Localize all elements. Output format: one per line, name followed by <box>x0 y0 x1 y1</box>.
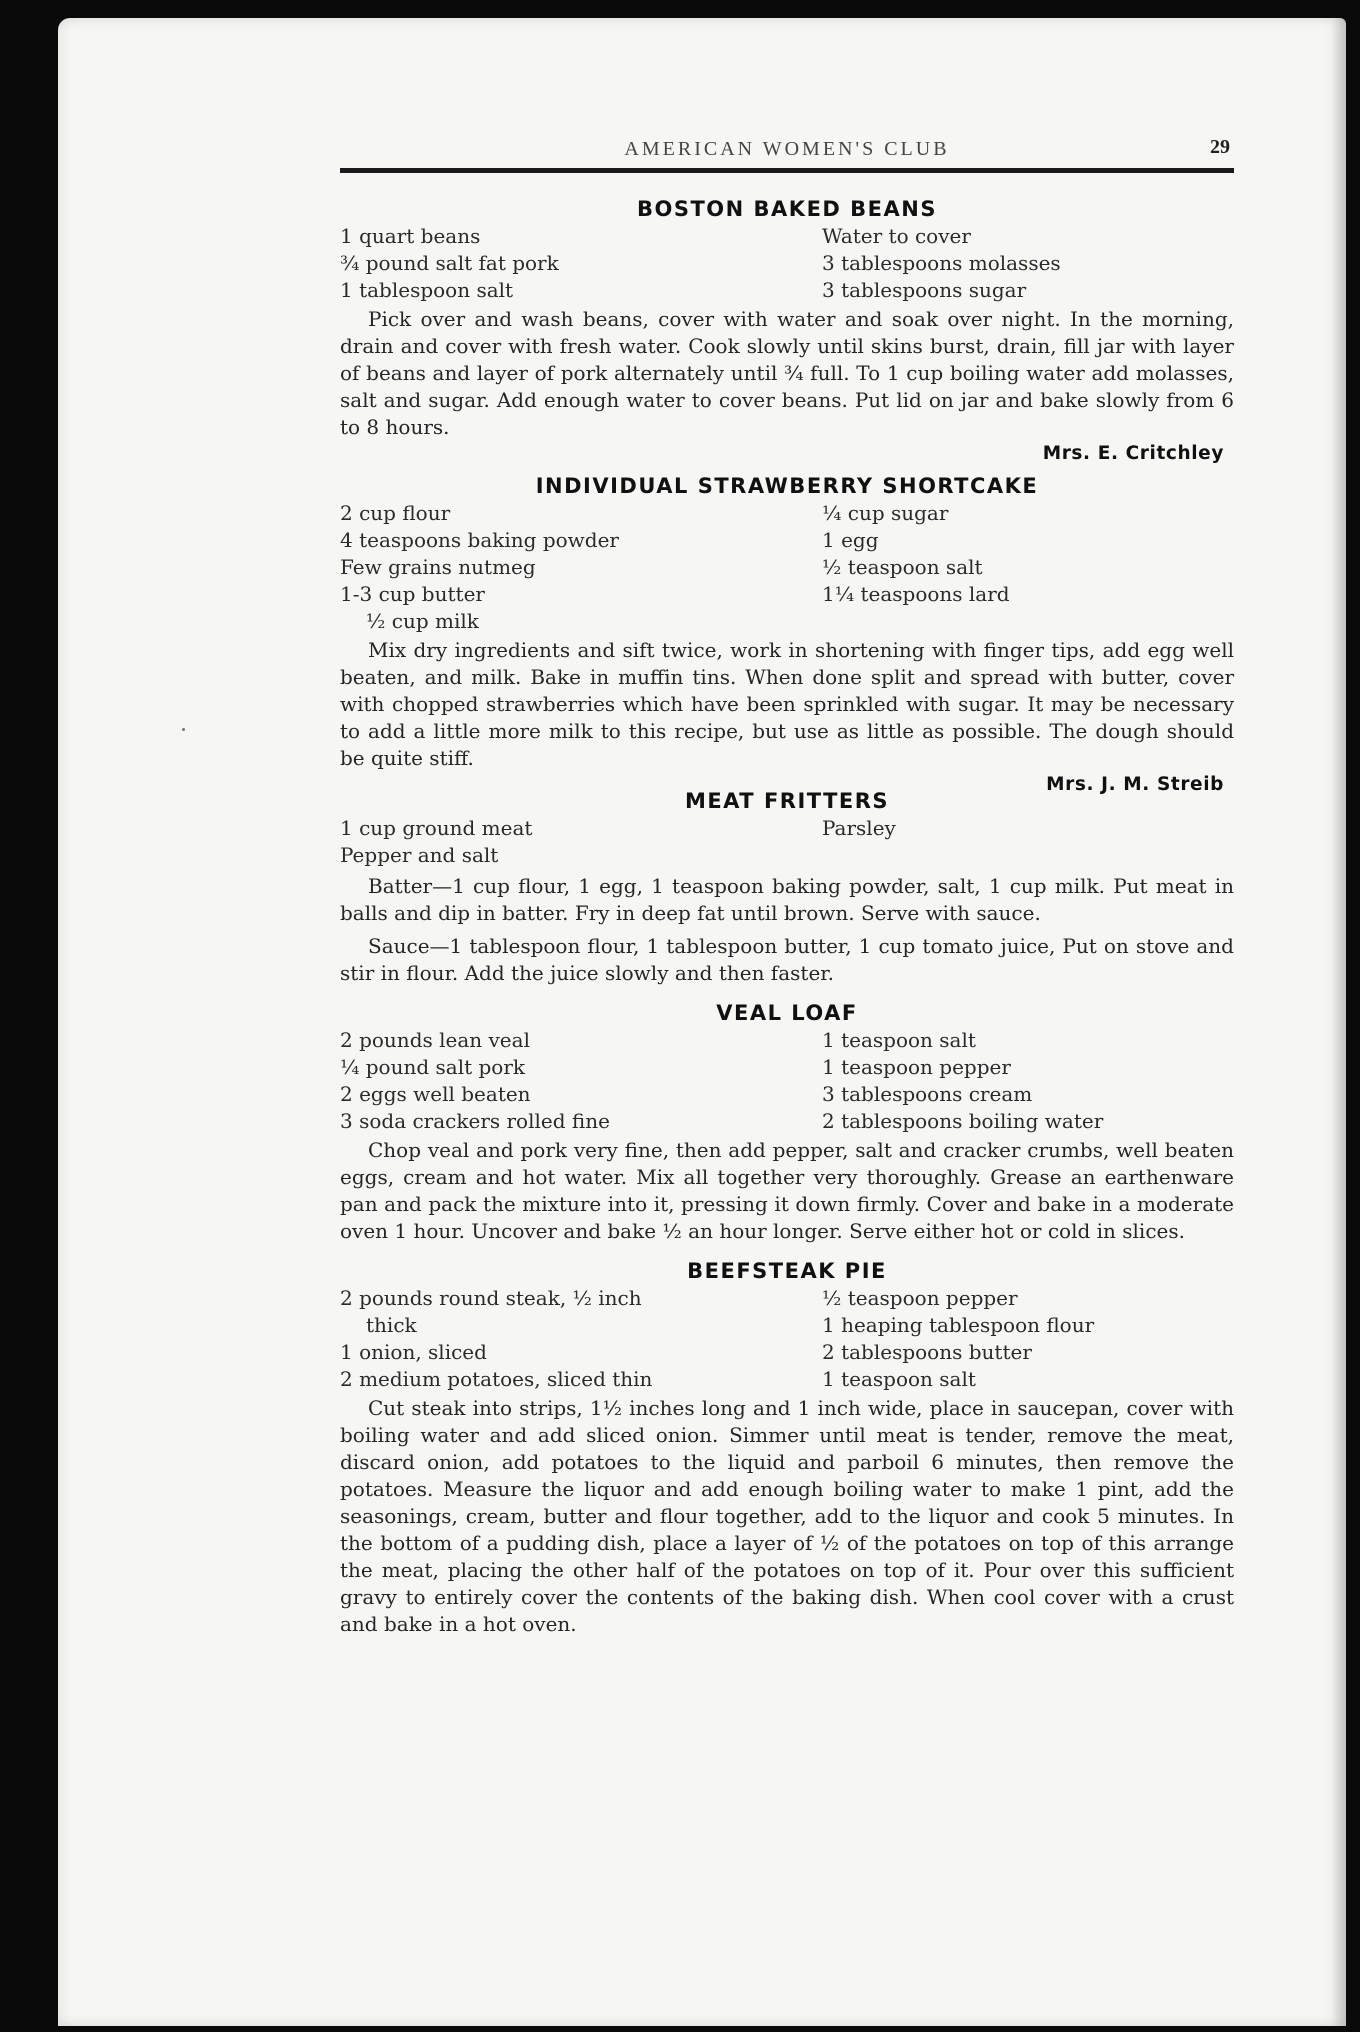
ingredient: 2 pounds round steak, ½ inch <box>340 1286 642 1310</box>
recipe-title: BEEFSTEAK PIE <box>687 1259 887 1283</box>
recipe-directions: Pick over and wash beans, cover with water and soak over night. In the morning, drain and cover with fresh water. Cook slowly until skins burst, drain, fill jar with layer of beans and layer of pork alternately until ¾ full. To 1 cup boiling water add molasses, salt and sugar. Add enough water to cover beans. Put lid on jar and bake slowly from 6 to 8 hours. <box>340 307 1234 439</box>
ingredient: 2 medium potatoes, sliced thin <box>340 1367 653 1391</box>
ingredient: Pepper and salt <box>340 843 499 867</box>
ingredient: 1 quart beans <box>340 224 481 248</box>
ingredient: ¼ cup sugar <box>822 501 949 525</box>
recipe-beefsteak-pie <box>340 1259 1234 1638</box>
recipe-strawberry-shortcake <box>340 474 1234 795</box>
ingredient-column-right <box>822 815 1234 869</box>
ingredient: Water to cover <box>822 224 971 248</box>
recipe-directions: Chop veal and pork very fine, then add pepper, salt and cracker crumbs, well beaten eggs, cream and hot water. Mix all together very thoroughly. Grease an earthenware pan and pack the mixture into it, pressing it down firmly. Cover and bake in a moderate oven 1 hour. Uncover and bake ½ an hour longer. Serve either hot or cold in slices. <box>340 1138 1234 1243</box>
ingredient: 3 tablespoons cream <box>822 1082 1033 1106</box>
page-content <box>340 126 1234 1638</box>
page-number: 29 <box>1210 136 1230 158</box>
recipe-boston-baked-beans <box>340 197 1234 464</box>
ingredient: 2 eggs well beaten <box>340 1082 531 1106</box>
ingredient: 1 teaspoon pepper <box>822 1055 1011 1079</box>
ingredient-column-right <box>822 223 1234 304</box>
recipe-signature: Mrs. J. M. Streib <box>1046 774 1224 795</box>
ingredient-column-right <box>822 1285 1234 1393</box>
recipe-sauce: Sauce—1 tablespoon flour, 1 tablespoon butter, 1 cup tomato juice, Put on stove and stir in flour. Add the juice slowly and then faster. <box>340 934 1234 985</box>
ingredient: ½ teaspoon pepper <box>822 1286 1018 1310</box>
recipe-title: VEAL LOAF <box>716 1001 858 1025</box>
ingredient-column-left <box>340 1027 822 1135</box>
running-title: AMERICAN WOMEN'S CLUB <box>624 138 950 160</box>
ingredient: Parsley <box>822 816 896 840</box>
page-header <box>340 126 1234 173</box>
ingredient: 1 cup ground meat <box>340 816 533 840</box>
ingredient: 1 teaspoon salt <box>822 1367 976 1391</box>
ingredient-list <box>340 223 1234 304</box>
page-edge-shadow <box>1332 18 1346 2026</box>
ingredient: 1 egg <box>822 528 879 552</box>
ingredient: 1 heaping tablespoon flour <box>822 1313 1095 1337</box>
ingredient: 3 tablespoons molasses <box>822 251 1061 275</box>
ingredient: thick <box>366 1313 417 1337</box>
ingredient: 2 tablespoons butter <box>822 1340 1032 1364</box>
ingredient-list <box>340 815 1234 869</box>
ingredient: 1-3 cup butter <box>340 582 485 606</box>
recipe-directions: Cut steak into strips, 1½ inches long and 1 inch wide, place in saucepan, cover with boiling water and add sliced onion. Simmer until meat is tender, remove the meat, discard onion, add potatoes to the liquid and parboil 6 minutes, then remove the potatoes. Measure the liquor and add enough boiling water to make 1 pint, add the seasonings, cream, butter and flour together, add to the liquor and cook 5 minutes. In the bottom of a pudding dish, place a layer of ½ of the potatoes on top of this arrange the meat, placing the other half of the potatoes on top of it. Pour over this sufficient gravy to entirely cover the contents of the baking dish. When cool cover with a crust and bake in a hot oven. <box>340 1396 1234 1636</box>
ingredient: ¾ pound salt fat pork <box>340 251 559 275</box>
recipe-title: INDIVIDUAL STRAWBERRY SHORTCAKE <box>535 474 1039 498</box>
ingredient-list <box>340 1285 1234 1393</box>
recipe-title: BOSTON BAKED BEANS <box>637 197 937 221</box>
ingredient: 1 tablespoon salt <box>340 278 514 302</box>
ingredient-column-right <box>822 1027 1234 1135</box>
ingredient-list <box>340 1027 1234 1135</box>
ingredient: 1 teaspoon salt <box>822 1028 976 1052</box>
recipe-directions: Mix dry ingredients and sift twice, work in shortening with finger tips, add egg well beaten, and milk. Bake in muffin tins. When done split and spread with butter, cover with chopped strawberries which have been sprinkled with sugar. It may be necessary to add a little more milk to this recipe, but use as little as possible. The dough should be quite stiff. <box>340 638 1234 770</box>
recipe-veal-loaf <box>340 1001 1234 1245</box>
ingredient: 3 soda crackers rolled fine <box>340 1109 610 1133</box>
book-page <box>58 18 1346 2026</box>
recipe-meat-fritters <box>340 789 1234 987</box>
ingredient: 2 tablespoons boiling water <box>822 1109 1104 1133</box>
ingredient: 1 onion, sliced <box>340 1340 487 1364</box>
ingredient: Few grains nutmeg <box>340 555 536 579</box>
ingredient: ½ cup milk <box>366 609 479 633</box>
recipe-batter: Batter—1 cup flour, 1 egg, 1 teaspoon baking powder, salt, 1 cup milk. Put meat in balls and dip in batter. Fry in deep fat until brown. Serve with sauce. <box>340 874 1234 925</box>
ingredient: 2 pounds lean veal <box>340 1028 530 1052</box>
ingredient-column-left <box>340 500 822 635</box>
ingredient: 1¼ teaspoons lard <box>822 582 1010 606</box>
ingredient-column-right <box>822 500 1234 635</box>
recipe-signature: Mrs. E. Critchley <box>1042 443 1224 464</box>
ingredient-column-left <box>340 223 822 304</box>
ingredient: ½ teaspoon salt <box>822 555 983 579</box>
ingredient-list <box>340 500 1234 635</box>
ingredient: 3 tablespoons sugar <box>822 278 1027 302</box>
paper-speck <box>182 728 185 731</box>
recipe-title: MEAT FRITTERS <box>684 789 890 813</box>
ingredient-column-left <box>340 815 822 869</box>
ingredient: 2 cup flour <box>340 501 451 525</box>
ingredient: ¼ pound salt pork <box>340 1055 526 1079</box>
ingredient: 4 teaspoons baking powder <box>340 528 619 552</box>
ingredient-column-left <box>340 1285 822 1393</box>
